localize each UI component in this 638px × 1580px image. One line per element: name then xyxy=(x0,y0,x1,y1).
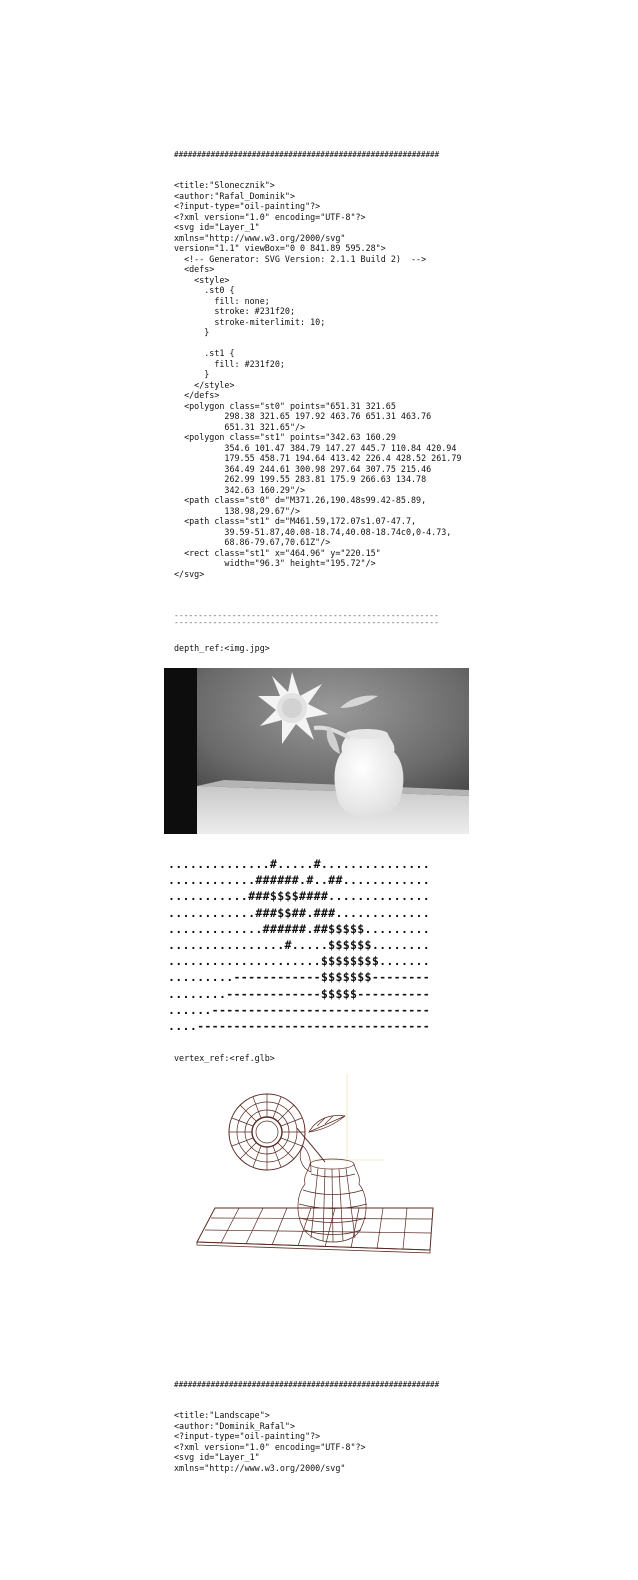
svg-code-block: <title:"Slonecznik"> <author:"Rafal_Dominik"> <?input-type="oil-painting"?> <?xml version="1.0" encoding="UTF-8"?> <svg id="Layer_1" xmlns="http://www.w3.org/2000/svg" version="1.1" viewBox="0 0 841.89 595.28"> <!-- Generator: SVG Version: 2.1.1 Build 2) --> <defs> <style> .st0 { fill: none; stroke: #231f20; stroke-miterlimit: 10; } .st1 { fill: #231f20; } </style> </defs> <polygon class="st0" points="651.31 321.65 298.38 321.65 197.92 463.76 651.31 463.76 651.31 321.65"/> <polygon class="st1" points="342.63 160.29 354.6 101.47 384.79 147.27 445.7 110.84 420.94 179.55 458.71 194.64 413.42 226.4 428.52 261.79 364.49 244.61 300.98 297.64 307.75 215.46 262.99 199.55 283.81 175.9 266.63 134.78 342.63 160.29"/> <path class="st0" d="M371.26,190.48s99.42-85.89, 138.98,29.67"/> <path class="st1" d="M461.59,172.07s1.07-47.7, 39.59-51.87,40.08-18.74,40.08-18.74c0,0-4.73, 68.86-79.67,70.61Z"/> <rect class="st1" x="464.96" y="220.15" width="96.3" height="195.72"/> </svg> xyxy=(174,180,462,579)
depth-ref-label: depth_ref:<img.jpg> xyxy=(174,643,270,653)
ascii-art-block: ..............#.....#............... ............######.#..##............ ...........###$$$$####.............. ............###$$##.###............. .............######.##$$$$$......... ................#.....$$$$$$........ .....................$$$$$$$$....... .........------------$$$$$$$-------- ........-------------$$$$$---------- ......------------------------------ ....-------------------------------- xyxy=(168,857,431,1034)
hash-separator-top: ########################################################## xyxy=(174,150,440,159)
svg-code-block-2: <title:"Landscape"> <author:"Dominik_Rafal"> <?input-type="oil-painting"?> <?xml version="1.0" encoding="UTF-8"?> <svg id="Layer_1" xmlns="http://www.w3.org/2000/svg" xyxy=(174,1410,366,1473)
depth-map-image xyxy=(164,668,469,834)
dash-separator xyxy=(174,612,458,626)
dash-line-1: ------------------------------------------------------- xyxy=(174,612,439,620)
hash-separator-bottom: ########################################################## xyxy=(174,1380,440,1389)
dash-line-2: ------------------------------------------------------- xyxy=(174,618,439,626)
vertex-ref-label: vertex_ref:<ref.glb> xyxy=(174,1053,275,1063)
wireframe-model-image xyxy=(185,1070,455,1270)
